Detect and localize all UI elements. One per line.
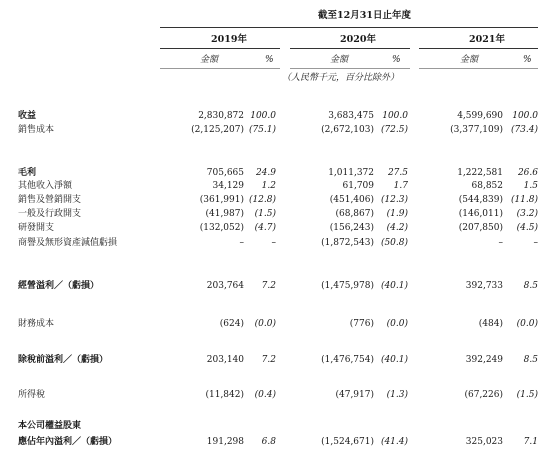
cell-2019-pct: 7.2 — [261, 281, 276, 291]
cell-2019-amount: (41,987) — [205, 209, 244, 219]
row-label: 所得稅 — [18, 390, 46, 400]
cell-2021-pct: (0.0) — [516, 319, 538, 329]
cell-2020-amount: 61,709 — [342, 181, 374, 191]
row-label: 銷售及營銷開支 — [18, 195, 82, 205]
period-title: 截至12月31日止年度 — [318, 10, 411, 21]
row-label: 經營溢利／（虧損） — [18, 281, 100, 291]
row-label: 商譽及無形資產減值虧損 — [18, 238, 118, 248]
cell-2021-amount: (67,226) — [464, 390, 503, 400]
cell-2020-amount: (1,872,543) — [321, 238, 374, 248]
row-label: 除稅前溢利／（虧損） — [18, 355, 109, 365]
cell-2021-amount: 1,222,581 — [457, 168, 503, 178]
amount-label-2020: 金額 — [330, 55, 349, 65]
amount-label-2021: 金額 — [460, 55, 479, 65]
cell-2020-pct: (0.0) — [386, 319, 408, 329]
cell-2019-amount: (2,125,207) — [191, 125, 244, 135]
cell-2021-amount: (146,011) — [458, 209, 503, 219]
cell-2021-amount: (207,850) — [458, 223, 503, 233]
cell-2019-amount: 203,764 — [206, 281, 244, 291]
cell-2020-pct: (40.1) — [380, 281, 408, 291]
sub-rule-2020 — [290, 68, 410, 69]
cell-2021-pct: 8.5 — [523, 355, 538, 365]
row-label: 研發開支 — [18, 223, 55, 233]
cell-2019-pct: 24.9 — [255, 168, 276, 178]
cell-2019-pct: (0.4) — [254, 390, 276, 400]
cell-2019-pct: 6.8 — [261, 437, 276, 447]
cell-2020-amount: 1,011,372 — [328, 168, 374, 178]
cell-2020-pct: (1.3) — [386, 390, 408, 400]
cell-2020-pct: (40.1) — [380, 355, 408, 365]
year-rule-2019 — [160, 48, 280, 49]
cell-2020-amount: 3,683,475 — [328, 111, 374, 121]
sub-rule-2019 — [160, 68, 280, 69]
cell-2021-pct: (1.5) — [516, 390, 538, 400]
cell-2019-pct: (75.1) — [248, 125, 276, 135]
cell-2021-amount: 392,249 — [465, 355, 503, 365]
cell-2021-pct: 100.0 — [512, 111, 538, 121]
cell-2021-amount: 392,733 — [465, 281, 503, 291]
cell-2020-amount: (776) — [349, 319, 374, 329]
unit-note: （人民幣千元，百分比除外） — [282, 73, 400, 83]
cell-2021-pct: 8.5 — [523, 281, 538, 291]
amount-label-2019: 金額 — [200, 55, 219, 65]
cell-2020-pct: (72.5) — [380, 125, 408, 135]
cell-2020-pct: 100.0 — [382, 111, 408, 121]
cell-2021-amount: 68,852 — [471, 181, 503, 191]
cell-2019-amount: 191,298 — [206, 437, 244, 447]
cell-2021-pct: 1.5 — [523, 181, 538, 191]
cell-2019-pct: (4.7) — [254, 223, 276, 233]
cell-2019-pct: (12.8) — [248, 195, 276, 205]
cell-2021-pct: (11.8) — [510, 195, 538, 205]
year-2021: 2021年 — [469, 34, 505, 45]
cell-2019-pct: 7.2 — [261, 355, 276, 365]
header-rule — [160, 27, 538, 28]
row-label: 毛利 — [18, 168, 37, 178]
cell-2021-pct: 26.6 — [517, 168, 538, 178]
cell-2019-pct: (1.5) — [254, 209, 276, 219]
year-rule-2021 — [419, 48, 538, 49]
cell-2019-amount: (11,842) — [205, 390, 244, 400]
cell-2019-amount: 2,830,872 — [198, 111, 244, 121]
row-label: 銷售成本 — [18, 125, 55, 135]
cell-2021-pct: (3.2) — [516, 209, 538, 219]
cell-2019-pct: 1.2 — [261, 181, 276, 191]
pct-label-2019: % — [265, 55, 274, 65]
pct-label-2021: % — [523, 55, 532, 65]
row-label: 應佔年內溢利／（虧損） — [18, 437, 118, 447]
pct-label-2020: % — [392, 55, 401, 65]
cell-2019-pct: 100.0 — [250, 111, 276, 121]
cell-2020-pct: (12.3) — [380, 195, 408, 205]
cell-2020-amount: (451,406) — [329, 195, 374, 205]
year-2019: 2019年 — [211, 34, 247, 45]
cell-2021-pct: (73.4) — [510, 125, 538, 135]
row-label: 其他收入淨額 — [18, 181, 73, 191]
cell-2019-amount: (624) — [219, 319, 244, 329]
row-label: 財務成本 — [18, 319, 55, 329]
cell-2020-amount: (2,672,103) — [321, 125, 374, 135]
cell-2019-amount: (132,052) — [199, 223, 244, 233]
cell-2019-amount: (361,991) — [199, 195, 244, 205]
row-label: 本公司權益股東 — [18, 421, 82, 431]
cell-2020-amount: (1,524,671) — [321, 437, 374, 447]
cell-2020-pct: 1.7 — [393, 181, 408, 191]
sub-rule-2021 — [419, 68, 538, 69]
cell-2020-pct: (50.8) — [380, 238, 408, 248]
cell-2020-pct: (4.2) — [386, 223, 408, 233]
cell-2020-amount: (68,867) — [335, 209, 374, 219]
row-label: 一般及行政開支 — [18, 209, 82, 219]
cell-2019-amount: 34,129 — [212, 181, 244, 191]
cell-2021-amount: 325,023 — [465, 437, 503, 447]
cell-2021-amount: (3,377,109) — [450, 125, 503, 135]
cell-2021-amount: – — [498, 238, 503, 248]
cell-2021-amount: (484) — [478, 319, 503, 329]
cell-2020-pct: (41.4) — [380, 437, 408, 447]
year-rule-2020 — [290, 48, 410, 49]
cell-2019-amount: – — [239, 238, 244, 248]
cell-2020-amount: (47,917) — [335, 390, 374, 400]
cell-2021-amount: (544,839) — [458, 195, 503, 205]
cell-2020-pct: (1.9) — [386, 209, 408, 219]
cell-2021-pct: 7.1 — [523, 437, 538, 447]
cell-2021-pct: (4.5) — [516, 223, 538, 233]
cell-2020-amount: (1,476,754) — [321, 355, 374, 365]
cell-2019-pct: (0.0) — [254, 319, 276, 329]
cell-2019-amount: 203,140 — [206, 355, 244, 365]
cell-2021-pct: – — [533, 238, 538, 248]
cell-2020-pct: 27.5 — [387, 168, 408, 178]
year-2020: 2020年 — [340, 34, 376, 45]
cell-2020-amount: (1,475,978) — [321, 281, 374, 291]
row-label: 收益 — [18, 111, 37, 121]
cell-2019-pct: – — [271, 238, 276, 248]
cell-2019-amount: 705,665 — [206, 168, 244, 178]
cell-2021-amount: 4,599,690 — [457, 111, 503, 121]
cell-2020-amount: (156,243) — [329, 223, 374, 233]
